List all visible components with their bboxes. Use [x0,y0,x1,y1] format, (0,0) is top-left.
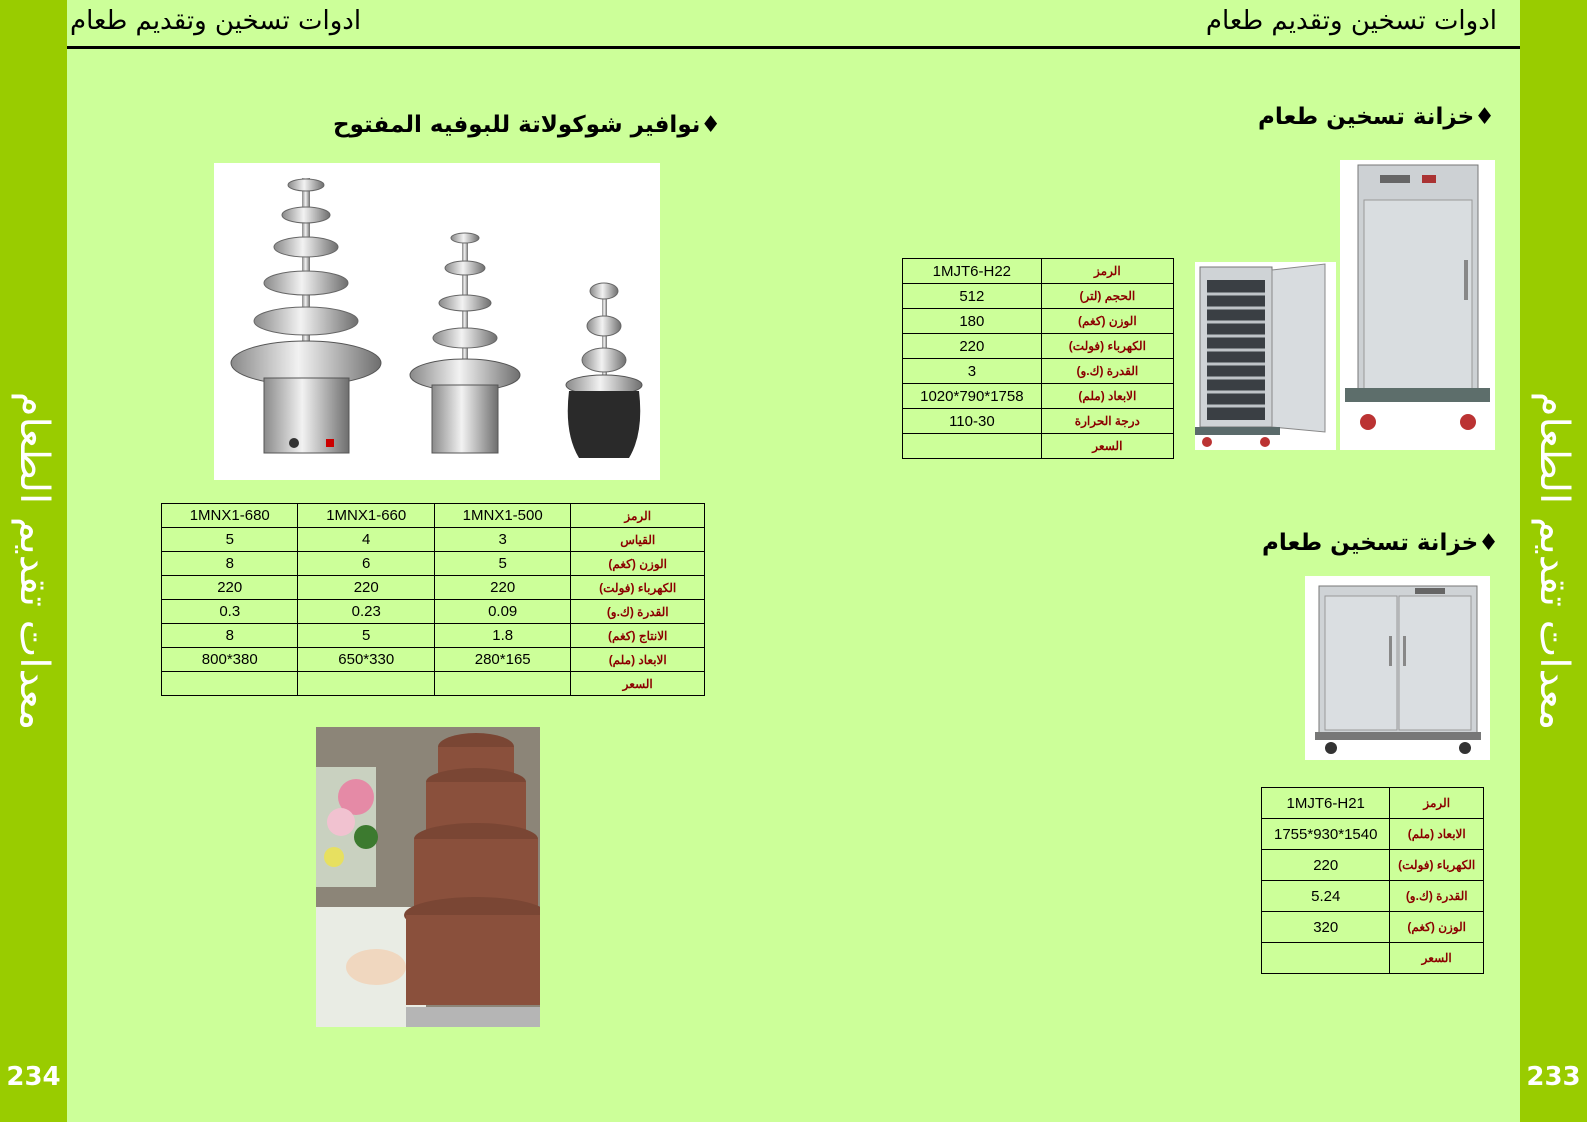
table-row [903,309,1174,334]
table-value-cell [903,434,1042,459]
table-value-cell: 110-30 [903,409,1042,434]
cabinet2-section-title [1262,530,1499,556]
buffet-illustration [316,727,540,1027]
table-value-cell: 3 [434,528,570,552]
fountains-section-title [333,112,721,138]
cabinet2-title-text: خزانة تسخين طعام [1262,530,1479,556]
table-value-cell [434,672,570,696]
table-value-cell: 220 [298,576,434,600]
table-label-cell: الوزن (كغم) [1390,912,1484,943]
table-label-cell: الابعاد (ملم) [1390,819,1484,850]
table-label-cell: الوزن (كغم) [571,552,705,576]
chocolate-fountain-buffet-photo [316,727,540,1027]
table-value-cell: 220 [434,576,570,600]
table-value-cell: 1MNX1-680 [162,504,298,528]
diamond-bullet-icon: ♦ [700,112,721,138]
table-label-cell: السعر [1390,943,1484,974]
double-cabinet-illustration [1305,576,1490,760]
diamond-bullet-icon: ♦ [1474,104,1495,130]
table-row [162,672,705,696]
right-page-number: 233 [1526,1062,1581,1092]
table-label-cell: الرمز [571,504,705,528]
table-value-cell: 1758*790*1020 [903,384,1042,409]
cabinet2-table-body [1262,788,1484,974]
left-side-bar [0,0,67,1122]
table-value-cell [1262,943,1390,974]
table-value-cell: 8 [162,624,298,648]
table-value-cell: 5.24 [1262,881,1390,912]
table-label-cell: القدرة (ك.و) [1390,881,1484,912]
header-rule [67,46,1520,49]
table-value-cell: 3 [903,359,1042,384]
left-side-title: معدات تقديم الطعام [10,391,57,731]
table-value-cell: 380*800 [162,648,298,672]
right-page-header: ادوات تسخين وتقديم طعام [1205,6,1497,36]
fountain-spec-table [161,503,705,696]
right-side-bar [1520,0,1587,1122]
table-value-cell: 1MNX1-660 [298,504,434,528]
table-label-cell: الوزن (كغم) [1041,309,1173,334]
table-label-cell: الابعاد (ملم) [571,648,705,672]
table-label-cell: درجة الحرارة [1041,409,1173,434]
cabinet2-spec-table [1261,787,1484,974]
table-row [903,384,1174,409]
table-row [1262,912,1484,943]
cabinet1-spec-table [902,258,1174,459]
fountains-illustration [214,163,660,480]
table-row [903,359,1174,384]
fountains-title-text: نوافير شوكولاتة للبوفيه المفتوح [333,112,701,138]
table-value-cell: 1540*930*1755 [1262,819,1390,850]
table-value-cell: 220 [162,576,298,600]
open-cabinet-illustration [1195,262,1336,450]
table-value-cell: 512 [903,284,1042,309]
table-row [903,284,1174,309]
table-value-cell [162,672,298,696]
table-label-cell: الانتاج (كغم) [571,624,705,648]
table-row [1262,850,1484,881]
table-value-cell: 1MJT6-H21 [1262,788,1390,819]
table-label-cell: السعر [571,672,705,696]
table-value-cell: 0.3 [162,600,298,624]
table-label-cell: القياس [571,528,705,552]
table-row [162,528,705,552]
closed-warming-cabinet-photo [1340,160,1495,450]
table-value-cell: 1MNX1-500 [434,504,570,528]
fountain-table-body [162,504,705,696]
table-label-cell: الرمز [1041,259,1173,284]
table-label-cell: الابعاد (ملم) [1041,384,1173,409]
diamond-bullet-icon: ♦ [1478,530,1499,556]
table-row [1262,788,1484,819]
table-row [903,434,1174,459]
table-row [903,409,1174,434]
table-value-cell: 1MJT6-H22 [903,259,1042,284]
left-page-number: 234 [6,1062,61,1092]
table-label-cell: السعر [1041,434,1173,459]
table-value-cell: 320 [1262,912,1390,943]
table-row [162,648,705,672]
table-row [162,600,705,624]
table-label-cell: الكهرباء (فولت) [1390,850,1484,881]
table-value-cell: 330*650 [298,648,434,672]
table-value-cell: 220 [1262,850,1390,881]
table-label-cell: الكهرباء (فولت) [571,576,705,600]
table-value-cell: 180 [903,309,1042,334]
table-label-cell: القدرة (ك.و) [571,600,705,624]
left-page-header: ادوات تسخين وتقديم طعام [70,6,362,36]
table-row [162,504,705,528]
table-value-cell [298,672,434,696]
table-value-cell: 0.23 [298,600,434,624]
open-warming-cabinet-photo [1195,262,1336,450]
table-value-cell: 0.09 [434,600,570,624]
table-value-cell: 1.8 [434,624,570,648]
table-value-cell: 165*280 [434,648,570,672]
cabinet1-table-body [903,259,1174,459]
table-row [903,334,1174,359]
table-value-cell: 5 [298,624,434,648]
table-value-cell: 6 [298,552,434,576]
table-label-cell: الرمز [1390,788,1484,819]
table-label-cell: القدرة (ك.و) [1041,359,1173,384]
table-value-cell: 8 [162,552,298,576]
table-row [1262,819,1484,850]
table-row [162,552,705,576]
table-row [1262,881,1484,912]
cabinet1-section-title [1258,104,1495,130]
table-value-cell: 5 [434,552,570,576]
cabinet1-title-text: خزانة تسخين طعام [1258,104,1475,130]
table-value-cell: 5 [162,528,298,552]
table-row [1262,943,1484,974]
table-row [162,624,705,648]
double-warming-cabinet-photo [1305,576,1490,760]
closed-cabinet-illustration [1340,160,1495,450]
table-label-cell: الكهرباء (فولت) [1041,334,1173,359]
table-row [162,576,705,600]
chocolate-fountains-photo [214,163,660,480]
table-value-cell: 220 [903,334,1042,359]
table-label-cell: الحجم (لتر) [1041,284,1173,309]
right-side-title: معدات تقديم الطعام [1530,391,1577,731]
table-value-cell: 4 [298,528,434,552]
table-row [903,259,1174,284]
